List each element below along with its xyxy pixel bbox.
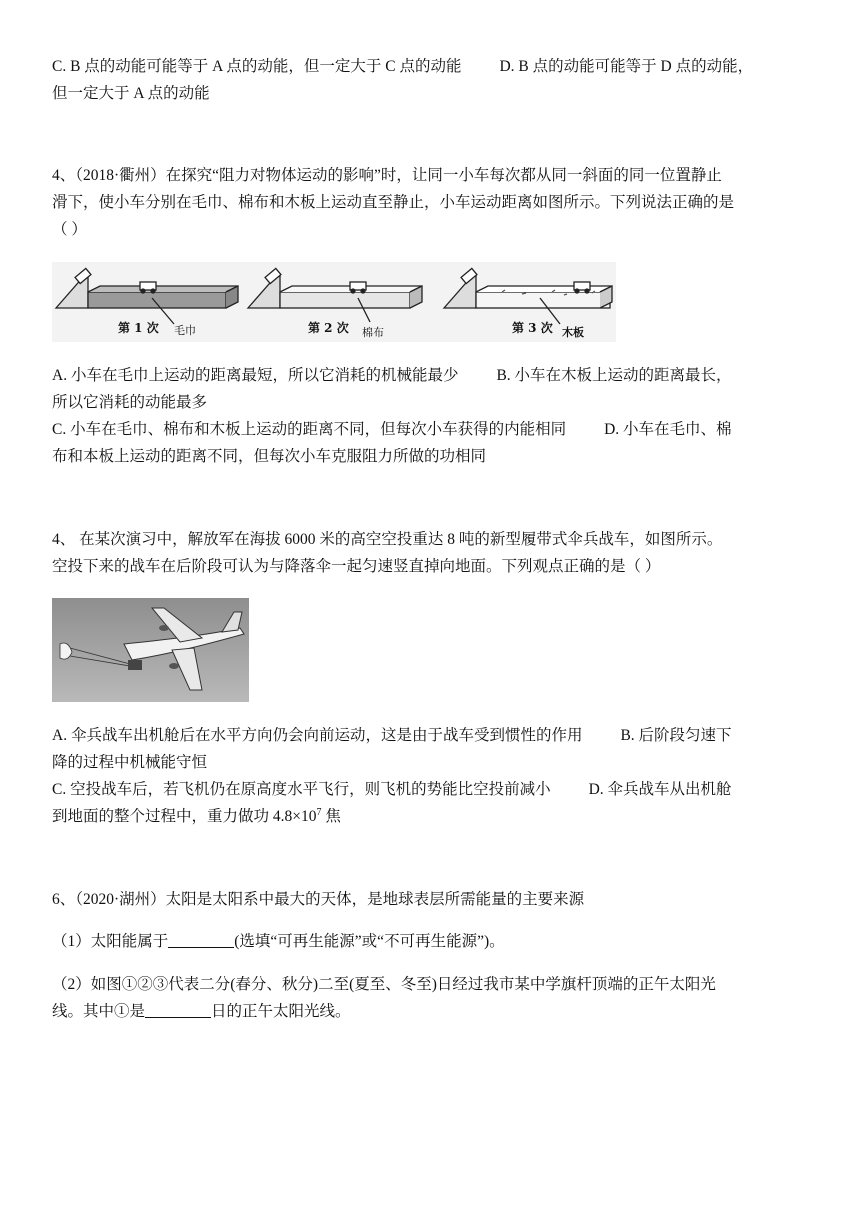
answer-blank-1[interactable] xyxy=(168,931,234,948)
q4b-option-c: C. 空投战车后，若飞机仍在原高度水平飞行，则飞机的势能比空投前减小 xyxy=(52,781,551,798)
q6-stem: 6、（2020·湖州）太阳是太阳系中最大的天体，是地球表层所需能量的主要来源 xyxy=(52,891,585,908)
q4b-option-d-cont: 到地面的整个过程中，重力做功 $4.8\times 10^7$ 焦 xyxy=(52,806,341,825)
label-trial-2: 第 2 次 xyxy=(308,321,349,335)
incline-experiment-figure xyxy=(52,262,616,342)
q4b-option-b-cont: 降的过程中机械能守恒 xyxy=(52,754,208,771)
q4b-stem: 4、 在某次演习中，解放军在海拔 6000 米的高空空投重达 8 吨的新型履带式伞兵战车，如图所示。 空投下来的战车在后阶段可认为与降落伞一起匀速竖直掉向地面。下列观点正确的是（ ） xyxy=(52,531,723,575)
label-trial-3: 第 3 次 xyxy=(512,321,553,335)
label-wood: 木板 xyxy=(562,326,584,339)
q4b-options xyxy=(52,722,812,830)
q4b-option-b: B. 后阶段匀速下 xyxy=(620,727,732,744)
label-towel: 毛巾 xyxy=(174,324,196,337)
q4a-option-c: C. 小车在毛巾、棉布和木板上运动的距离不同，但每次小车获得的内能相同 xyxy=(52,421,567,438)
q3-option-d: D. B 点的动能可能等于 D 点的动能， xyxy=(499,58,754,75)
q3-option-c: C. B 点的动能可能等于 A 点的动能，但一定大于 C 点的动能 xyxy=(52,58,462,75)
q4b-option-d: D. 伞兵战车从出机舱 xyxy=(588,781,732,798)
q4b-option-a: A. 伞兵战车出机舱后在水平方向仍会向前运动，这是由于战车受到惯性的作用 xyxy=(52,727,583,744)
airdrop-photo xyxy=(52,598,249,702)
q4a-option-b: B. 小车在木板上运动的距离最长， xyxy=(496,367,732,384)
q3-options xyxy=(52,53,812,107)
label-trial-1: 第 1 次 xyxy=(118,321,159,335)
q4a-option-a: A. 小车在毛巾上运动的距离最短，所以它消耗的机械能最少 xyxy=(52,367,459,384)
q3-option-d-cont: 但一定大于 A 点的动能 xyxy=(52,85,210,102)
q4a-option-d-cont: 布和本板上运动的距离不同，但每次小车克服阻力所做的功相同 xyxy=(52,448,487,465)
q4a-option-d: D. 小车在毛巾、棉 xyxy=(604,421,732,438)
label-cotton: 棉布 xyxy=(362,326,384,339)
q6-part1: （1）太阳能属于 (选填“可再生能源”或“不可再生能源”)。 xyxy=(52,933,505,950)
q6-part2: （2）如图①②③代表二分(春分、秋分)二至(夏至、冬至)日经过我市某中学旗杆顶端的正午太阳光 线。其中①是 日的正午太阳光线。 xyxy=(52,976,716,1020)
answer-blank-2[interactable] xyxy=(145,1001,211,1018)
q4a-stem: 4、（2018·衢州）在探究“阻力对物体运动的影响”时，让同一小车每次都从同一斜面的同一位置静止 滑下，使小车分别在毛巾、棉布和木板上运动直至静止，小车运动距离如图所示。下列说法正确的是 （ ） xyxy=(52,167,735,238)
q4a-option-b-cont: 所以它消耗的动能最多 xyxy=(52,394,208,411)
q4a-options xyxy=(52,362,812,470)
